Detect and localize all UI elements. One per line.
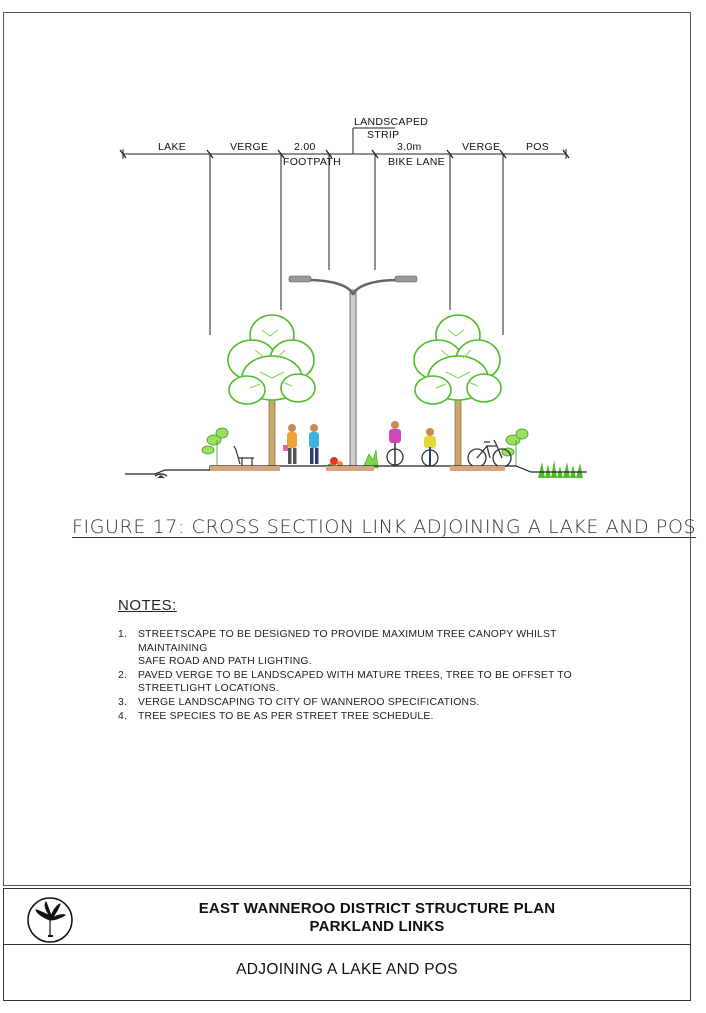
label-footpath: FOOTPATH (283, 156, 342, 168)
notes-list (118, 628, 588, 723)
title-block-header (4, 889, 690, 945)
cyclist-1 (387, 421, 403, 465)
grass-clump (538, 460, 583, 478)
title-line-1: EAST WANNEROO DISTRICT STRUCTURE PLAN (198, 900, 556, 917)
note-line: SAFE ROAD AND PATH LIGHTING. (138, 656, 312, 668)
title-block-subtitle: ADJOINING A LAKE AND POS (236, 961, 458, 978)
note-line: PAVED VERGE TO BE LANDSCAPED WITH MATURE TREES, TREE TO BE OFFSET TO (138, 669, 572, 681)
pedestrian-1 (283, 424, 297, 464)
note-number: 1. (118, 629, 128, 640)
shrub-right (502, 429, 528, 466)
note-line: STREETLIGHT LOCATIONS. (138, 683, 279, 695)
note-text (138, 628, 588, 669)
label-footpath-width: 2.00 (294, 141, 316, 153)
figure-title: FIGURE 17: CROSS SECTION LINK ADJOINING A LAKE AND POS (72, 516, 697, 538)
note-item (118, 710, 588, 724)
cyclist-2 (422, 428, 438, 466)
note-item (118, 669, 588, 696)
dimension-line (120, 128, 569, 335)
note-text: VERGE LANDSCAPING TO CITY OF WANNEROO SPECIFICATIONS. (138, 696, 480, 708)
label-bike-lane-width: 3.0m (397, 141, 422, 153)
note-line: STREETSCAPE TO BE DESIGNED TO PROVIDE MAXIMUM TREE CANOPY WHILST MAINTAINING (138, 629, 557, 654)
tree-left (228, 315, 315, 467)
note-item (118, 696, 588, 710)
label-pos: POS (526, 141, 550, 153)
note-text (138, 669, 572, 696)
note-number: 2. (118, 669, 128, 681)
label-lake: LAKE (158, 141, 187, 153)
title-line-2: PARKLAND LINKS (309, 918, 445, 935)
note-number: 3. (118, 696, 128, 708)
title-block (3, 888, 691, 1001)
title-block-title (84, 900, 670, 936)
bench (234, 446, 254, 466)
label-landscaped: LANDSCAPED (354, 116, 429, 128)
note-item (118, 628, 588, 669)
note-number: 4. (118, 710, 128, 722)
label-verge-right: VERGE (462, 141, 501, 153)
shrub-left (202, 428, 228, 465)
label-verge-left: VERGE (230, 141, 269, 153)
notes-heading: NOTES: (118, 597, 177, 614)
note-text: TREE SPECIES TO BE AS PER STREET TREE SCHEDULE. (138, 710, 434, 722)
tree-logo-icon (26, 896, 74, 944)
ground-profile (125, 466, 587, 478)
pedestrian-2 (309, 424, 319, 464)
cross-section-diagram (0, 0, 706, 500)
label-strip: STRIP (367, 129, 400, 141)
label-bike-lane: BIKE LANE (388, 156, 445, 168)
